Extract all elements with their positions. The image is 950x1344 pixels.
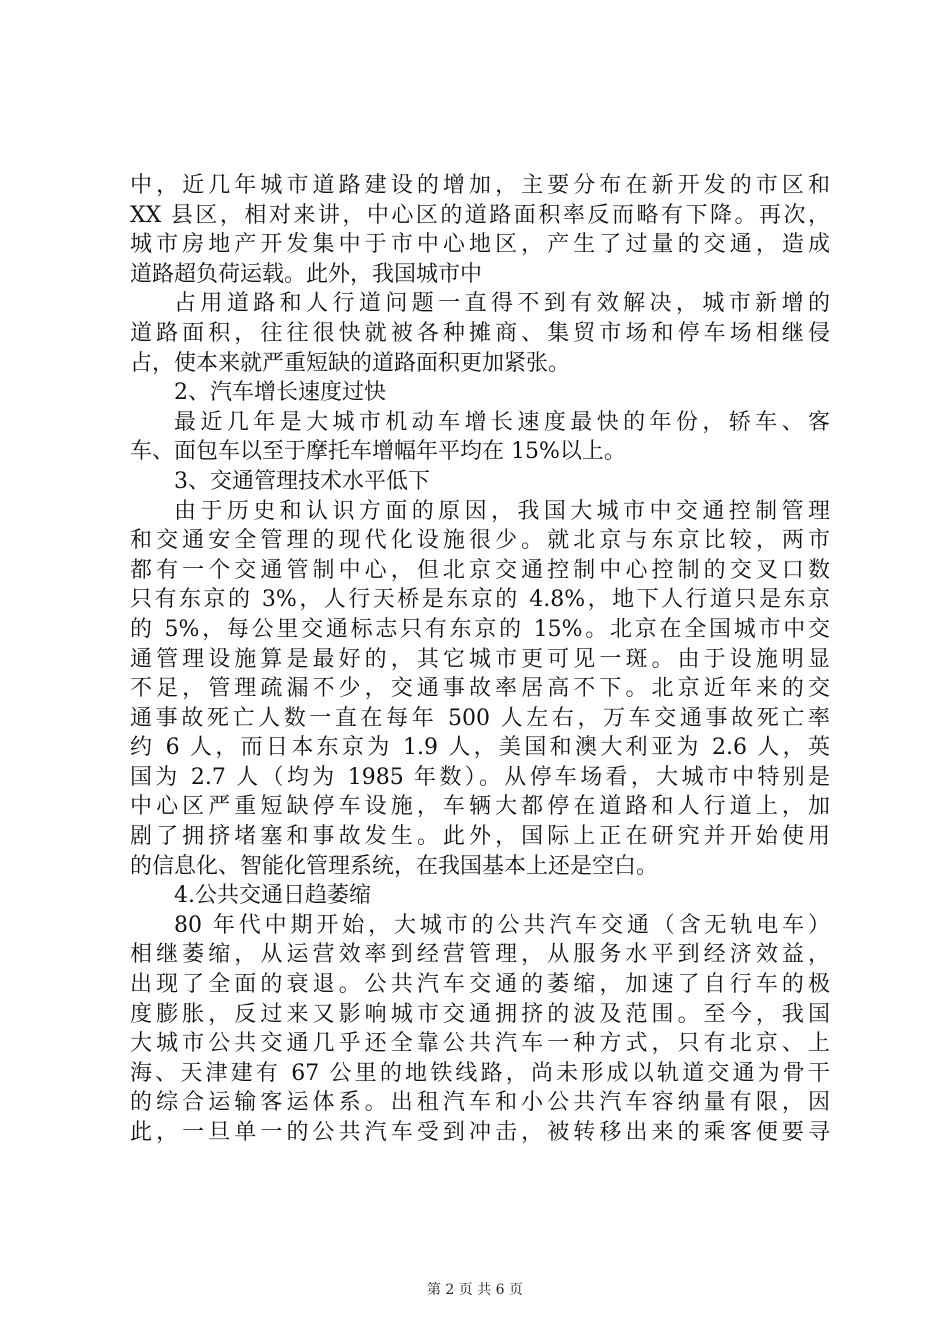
text-line: 出现了全面的衰退。公共汽车交通的萎缩，加速了自行车的极 bbox=[130, 972, 830, 998]
text-line: 车、面包车以至于摩托车增幅年平均在 15%以上。 bbox=[130, 439, 626, 465]
text-line: 相继萎缩，从运营效率到经营管理，从服务水平到经济效益， bbox=[130, 942, 830, 968]
text-line: 道路面积，往往很快就被各种摊商、集贸市场和停车场相继侵 bbox=[130, 320, 830, 346]
text-line: 剧了拥挤堵塞和事故发生。此外，国际上正在研究并开始使用 bbox=[130, 824, 830, 850]
text-line: 都有一个交通管制中心，但北京交通控制中心控制的交叉口数 bbox=[130, 557, 830, 583]
text-line: 由于历史和认识方面的原因，我国大城市中交通控制管理 bbox=[174, 498, 830, 524]
page-footer: 第 2 页 共 6 页 bbox=[426, 1282, 524, 1298]
section-heading: 3、交通管理技术水平低下 bbox=[174, 468, 430, 494]
text-line: 约 6 人，而日本东京为 1.9 人，美国和澳大利亚为 2.6 人，英 bbox=[130, 735, 830, 761]
text-line: 的综合运输客运体系。出租汽车和小公共汽车容纳量有限，因 bbox=[130, 1090, 830, 1116]
text-line: 最近几年是大城市机动车增长速度最快的年份，轿车、客 bbox=[174, 409, 830, 435]
body-text bbox=[130, 171, 830, 1148]
text-line: 中，近几年城市道路建设的增加，主要分布在新开发的市区和 bbox=[130, 173, 830, 198]
text-line: 道路超负荷运载。此外，我国城市中 bbox=[130, 261, 483, 287]
section-heading: 4.公共交通日趋萎缩 bbox=[174, 883, 371, 909]
text-line: XX 县区，相对来讲，中心区的道路面积率反而略有下降。再次， bbox=[130, 202, 830, 228]
text-line: 和交通安全管理的现代化设施很少。就北京与东京比较，两市 bbox=[130, 528, 830, 554]
text-line: 国为 2.7 人（均为 1985 年数）。从停车场看，大城市中特别是 bbox=[130, 764, 830, 790]
text-line: 此，一旦单一的公共汽车受到冲击，被转移出来的乘客便要寻 bbox=[130, 1120, 830, 1145]
text-line: 的信息化、智能化管理系统，在我国基本上还是空白。 bbox=[130, 853, 659, 879]
text-line: 度膨胀，反过来又影响城市交通拥挤的波及范围。至今，我国 bbox=[130, 1001, 830, 1027]
text-line: 大城市公共交通几乎还全靠公共汽车一种方式，只有北京、上 bbox=[130, 1031, 830, 1057]
text-line: 海、天津建有 67 公里的地铁线路，尚未形成以轨道交通为骨干 bbox=[130, 1060, 830, 1086]
text-line: 只有东京的 3%，人行天桥是东京的 4.8%，地下人行道只是东京 bbox=[130, 587, 830, 613]
text-line: 的 5%，每公里交通标志只有东京的 15%。北京在全国城市中交 bbox=[130, 616, 830, 642]
text-line: 中心区严重短缺停车设施，车辆大都停在道路和人行道上，加 bbox=[130, 794, 830, 820]
text-line: 通事故死亡人数一直在每年 500 人左右，万车交通事故死亡率 bbox=[130, 705, 830, 731]
text-line: 通管理设施算是最好的，其它城市更可见一斑。由于设施明显 bbox=[130, 646, 830, 672]
text-line: 城市房地产开发集中于市中心地区，产生了过量的交通，造成 bbox=[130, 232, 830, 258]
text-line: 不足，管理疏漏不少，交通事故率居高不下。北京近年来的交 bbox=[130, 676, 830, 702]
text-line: 占，使本来就严重短缺的道路面积更加紧张。 bbox=[130, 350, 571, 376]
text-line: 占用道路和人行道问题一直得不到有效解决，城市新增的 bbox=[174, 291, 830, 317]
text-line: 80 年代中期开始，大城市的公共汽车交通（含无轨电车） bbox=[174, 912, 830, 938]
section-heading: 2、汽车增长速度过快 bbox=[174, 380, 386, 406]
